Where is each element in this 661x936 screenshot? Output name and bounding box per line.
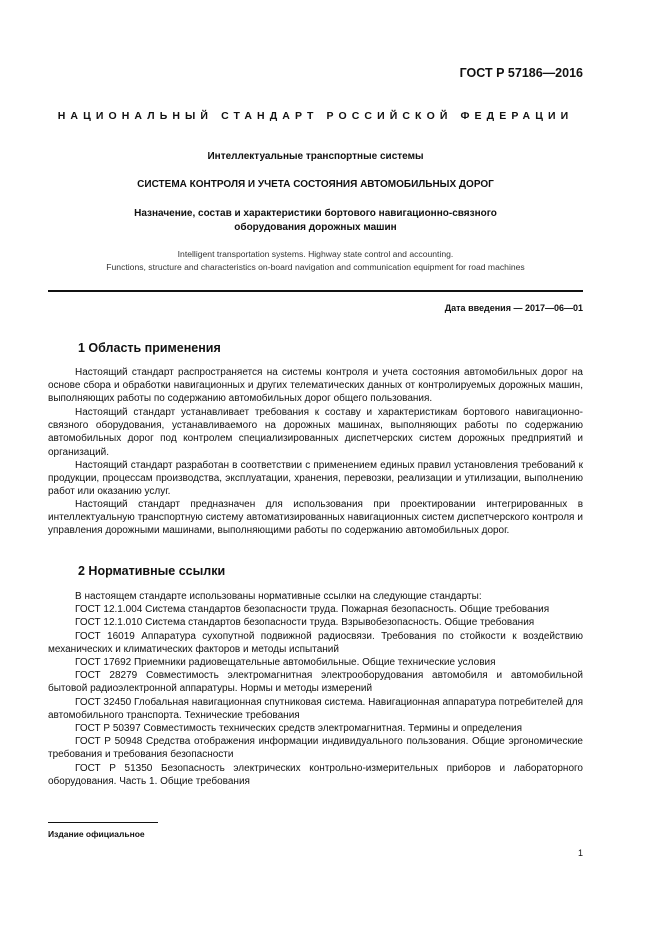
title-main: СИСТЕМА КОНТРОЛЯ И УЧЕТА СОСТОЯНИЯ АВТОМОБИЛЬНЫХ ДОРОГ xyxy=(137,179,494,190)
reference-item: ГОСТ 32450 Глобальная навигационная спутниковая система. Навигационная аппаратура потребителей для автомобильного транспорта. Технические требования xyxy=(48,696,583,721)
title-divider xyxy=(48,290,583,292)
reference-item: ГОСТ 17692 Приемники радиовещательные автомобильные. Общие технические условия xyxy=(75,657,496,669)
title-sub-text: Назначение, состав и характеристики бортового навигационно-связного оборудования дорожных машин xyxy=(134,208,497,233)
references-list xyxy=(48,590,583,788)
reference-item: ГОСТ 16019 Аппаратура сухопутной подвижной радиосвязи. Требования по стойкости к воздействию механических и климатических факторов и методы испытаний xyxy=(48,630,583,655)
reference-item: ГОСТ 28279 Совместимость электромагнитная электрооборудования автомобиля и автомобильной бытовой радиоэлектронной аппаратуры. Нормы и методы измерений xyxy=(48,670,583,695)
introduction-date: Дата введения — 2017—06—01 xyxy=(444,303,583,313)
reference-item: ГОСТ Р 50948 Средства отображения информации индивидуального пользования. Общие эргономические требования и требования безопасности xyxy=(48,736,583,761)
page-number: 1 xyxy=(577,848,583,858)
title-series: Интеллектуальные транспортные системы xyxy=(207,151,424,162)
national-standard-line: НАЦИОНАЛЬНЫЙ СТАНДАРТ РОССИЙСКОЙ ФЕДЕРАЦИИ xyxy=(57,110,574,122)
standard-number: ГОСТ Р 57186—2016 xyxy=(459,66,583,80)
section-2-heading: 2 Нормативные ссылки xyxy=(78,564,226,578)
reference-item: ГОСТ 12.1.010 Система стандартов безопасности труда. Взрывобезопасность. Общие требования xyxy=(75,617,535,629)
title-english xyxy=(48,248,583,274)
section-1-paragraph: Настоящий стандарт устанавливает требования к составу и характеристикам бортового навигационно-связного оборудования, устанавливаемого на дорожных машинах, выполняющих работы по содержанию автомобильных дорог под контролем специализированных диспетчерских систем дорожных предприятий и организаций. xyxy=(48,407,583,458)
section-1-heading: 1 Область применения xyxy=(78,341,221,355)
title-en-line2: Functions, structure and characteristics on-board navigation and communication equipment for road machines xyxy=(106,262,525,272)
reference-item: ГОСТ Р 51350 Безопасность электрических контрольно-измерительных приборов и лабораторного оборудования. Часть 1. Общие требования xyxy=(48,762,583,787)
section-1-paragraph: Настоящий стандарт распространяется на системы контроля и учета состояния автомобильных дорог на основе сбора и обработки навигационных и других телематических данных от контролируемых дорожных машин, выполняющих работы по содержанию автомобильных дорог общего пользования. xyxy=(48,367,583,405)
footer-divider xyxy=(48,822,158,823)
reference-item: ГОСТ 12.1.004 Система стандартов безопасности труда. Пожарная безопасность. Общие требования xyxy=(75,604,550,616)
title-sub xyxy=(48,207,583,235)
references-intro: В настоящем стандарте использованы нормативные ссылки на следующие стандарты: xyxy=(75,591,482,602)
title-en-line1: Intelligent transportation systems. Highway state control and accounting. xyxy=(177,249,454,259)
section-1-paragraph: Настоящий стандарт разработан в соответствии с применением единых правил установления требований к продукции, процессам производства, эксплуатации, хранения, перевозки, реализации и утилизации, выполнению работ или оказанию услуг. xyxy=(48,460,583,498)
edition-note: Издание официальное xyxy=(48,829,145,839)
section-1-paragraph: Настоящий стандарт предназначен для использования при проектировании интегрированных в интеллектуальную транспортную систему автоматизированных навигационных систем диспетчерского контроля и управления дорожными машинами, выполняющими работы по содержанию автомобильных дорог. xyxy=(48,499,583,537)
reference-item: ГОСТ Р 50397 Совместимость технических средств электромагнитная. Термины и определения xyxy=(75,723,523,735)
